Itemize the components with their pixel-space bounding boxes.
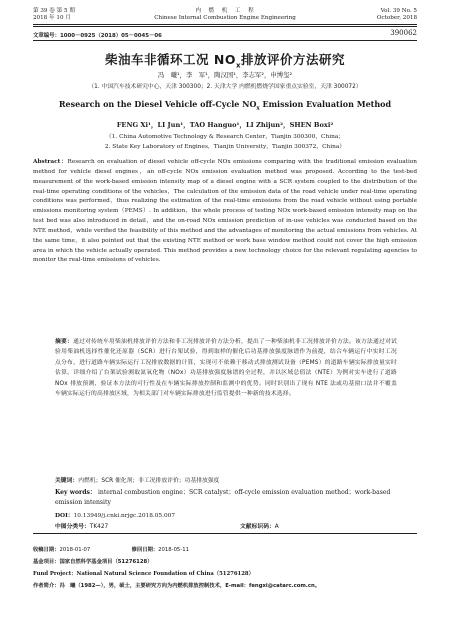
document-code-value: A [274,524,279,530]
journal-name-cn: 内 燃 机 工 程 [195,8,255,14]
document-code [240,521,279,530]
footnote-rule [33,533,417,534]
issue-date: 2018 年 10 月 [33,15,71,21]
clc-label: 中图分类号： [55,524,90,530]
affiliations-cn: （1. 中国汽车技术研究中心，天津 300300；2. 天津大学 内燃机燃烧学国家重点实验室，天津 300072） [88,84,362,90]
keywords-en [55,488,400,508]
article-number: 文章编号：1000－0925（2018）05－0045－06 [33,33,162,39]
doi-label: DOI： [55,513,74,519]
issue-date-en: October, 2018 [376,15,417,21]
abstract-en-label: Abstract： [33,159,68,165]
doi [55,510,175,519]
affiliations-en-line1: （1. China Automotive Technology & Research Center，Tianjin 300300，China； [105,134,345,140]
document-code-label: 文献标识码： [240,524,275,530]
abstract-cn-text: 通过对传统车用柴油机排放评价方法和非工况排放评价方法分析，提出了一种柴油机非工况排放评价方法。该方法通过对试验用柴油机选择性催化还原器（SCR）进行台架试验，得到取样的催化后功基排放强度脉谱作为前提，结合车辆运行中实时工况点分布，进行道路车辆实际运行工况排放数据的计算，实现可不依赖于移动式排放测试设备（PEMS）的道路车辆实际排放量实时估算。详细介绍了台架试验测取氮氧化物（NOx）功基排放强度脉谱的全过程，并以区域总值法（NTE）为例对实车进行了道路 NOx 排放预测，验证本方法的可行性及在车辆实际排放控制和监测中的优势。同时识别出了现有 NTE 法或功基窗口法并不覆盖车辆实际运行的高排放区域，为相关部门对车辆实际排放进行监管提供一种新的技术选择。 [55,339,397,398]
keywords-cn [55,475,405,484]
abstract-cn-label: 摘要： [55,339,73,345]
abstract-cn [55,337,397,399]
authors-en: FENG Xi¹，LI Jun¹，TAO Hanguo¹，LI Zhijun²，SHEN Boxi² [116,121,334,129]
doi-value: 10.13949/j.cnki.nrjgc.2018.05.007 [73,513,176,519]
meta-rule [33,40,417,41]
abstract-en [33,158,417,266]
title-cn: 柴油车非循环工况 $NO_x$排放评价方法研究 [105,52,345,70]
title-en: Research on the Diesel Vehicle off-Cycle $NO_x$ Emission Evaluation Method [58,99,392,112]
abstract-en-text: Research on evaluation of diesel vehicle off-cycle NOx emissions comparing with the traditional emission evaluation method for vehicle diesel engines，an off-cycle NOx emission evaluation method was proposed. According to the test-bed measurement of the work-based emission intensity map of a diesel engine with a SCR system coupled to the distribution of the real-time operating conditions of the vehicles，The calculation of the emission data of the road vehicle under real-time operating conditions was performed，thus realizing the estimation of the real-time emissions from the road vehicle without using portable emissions monitoring system（PEMS）. In addition，the whole process of testing NOx work-based emission intensity map on the test bed was also introduced in detail，and the on-road NOx emission prediction of in-use vehicles was conducted based on the NTE method，while verified the feasibility of this method and the advantages of monitoring the actual emissions from vehicles. At the same time，it also pointed out that the existing NTE method or work base window method could not cover the high emission area in which the vehicle actually operated. This method provides a new technology choice for the relevant regulating agencies to monitor the real-time emissions of vehicles. [33,159,417,264]
received-date: 2018-01-07 [59,547,91,553]
clc-value: TK427 [89,524,109,530]
keywords-en-label: Key words： [55,489,97,496]
author-bio: 作者简介：冯 曦（1982—），男，硕士，主要研究方向为内燃机排放控制技术，E-mail：fengxi@catarc.com.cn。 [33,583,321,589]
title-en-subscript: x [256,105,260,112]
authors-cn: 冯 曦¹，李 军¹，陶汉国¹，李志军²，申博玺² [157,71,293,79]
revised-label: 修回日期： [131,547,159,553]
revised-date: 2018-05-11 [158,547,189,553]
keywords-cn-text: 内燃机；SCR 催化剂；非工况排放评价；功基排放强度 [78,478,220,484]
journal-issue-info-en [377,8,417,22]
footnote-dates [33,545,417,553]
keywords-en-text: internal combustion engine；SCR catalyst；off-cycle emission evaluation method；work-based emission intensity [55,489,391,507]
keywords-cn-label: 关键词： [55,478,79,484]
header-rule-second [33,26,417,27]
issue-volume-en: Vol. 39 No. 5 [380,8,417,14]
fund-project-cn: 基金项目：国家自然科学基金项目（51276128） [33,559,153,565]
journal-name-en: Chinese Internal Combustion Engine Engineering [154,15,296,21]
article-code: 390062 [390,29,417,37]
clc-number [55,521,108,530]
issue-volume: 第 39 卷 第 5 期 [33,8,75,14]
affiliations-en-line2: 2. State Key Laboratory of Engines，Tianjin University，Tianjin 300372，China） [104,144,346,150]
received-label: 收稿日期： [33,547,60,553]
fund-project-en: Fund Project：National Natural Science Foundation of China（51276128） [33,571,254,577]
title-cn-subscript: x [235,61,241,70]
